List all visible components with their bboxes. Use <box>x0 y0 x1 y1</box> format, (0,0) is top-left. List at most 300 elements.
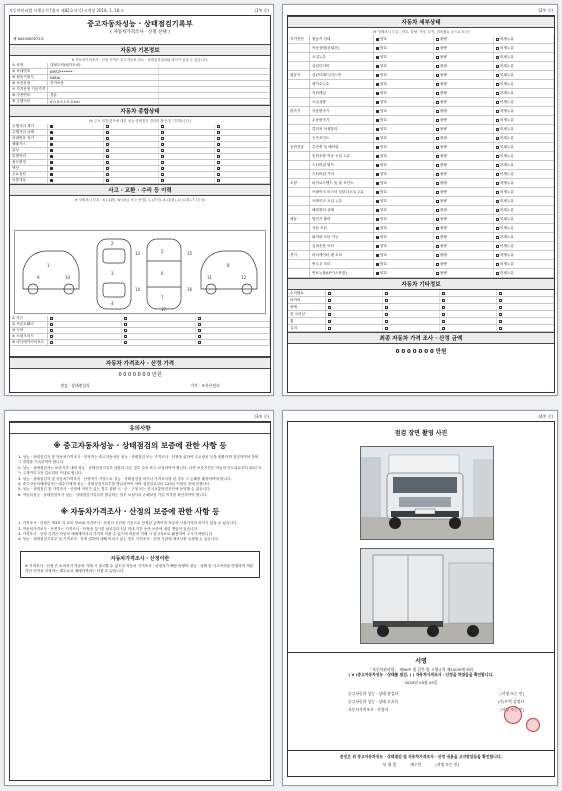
detail-result: 미세누유 <box>500 189 514 194</box>
detail-result: 불량 <box>440 117 447 122</box>
checkbox[interactable] <box>161 125 164 128</box>
detail-group <box>288 188 310 196</box>
checkbox[interactable] <box>198 329 201 332</box>
detail-check <box>374 242 434 250</box>
checkbox[interactable] <box>499 299 502 302</box>
checkbox[interactable] <box>50 161 53 164</box>
checkbox[interactable] <box>496 47 499 50</box>
checkbox[interactable] <box>436 74 439 77</box>
checkbox[interactable] <box>496 263 499 266</box>
checkbox[interactable] <box>436 182 439 185</box>
signature-date: 2020년 05월 29일 <box>404 680 438 685</box>
checkbox[interactable] <box>198 323 201 326</box>
basic-row-label: ⑦ 가격산정 기준가격 <box>10 87 48 92</box>
checkbox[interactable] <box>376 254 379 257</box>
checkbox[interactable] <box>385 299 388 302</box>
form-frame <box>287 15 555 393</box>
detail-group <box>288 206 310 214</box>
checkbox[interactable] <box>198 335 201 338</box>
checkbox[interactable] <box>442 306 445 309</box>
checkbox[interactable] <box>217 161 220 164</box>
warranty-paragraph: 3. 성능 · 상태점검자 및 자동차가격조사 · 산정자가 거짓으로 성능 · 상태점검을 하거나 가격조사를 한 경우 그 손해를 배상하여야 합니다. <box>18 476 232 481</box>
frame-row-cell <box>196 340 270 345</box>
checkbox[interactable] <box>376 65 379 68</box>
detail-result: 양호 <box>380 90 387 95</box>
frame-row-cell <box>196 328 270 333</box>
detail-item-label: 스티어링 펌프 <box>310 161 374 169</box>
general-row-cell <box>215 136 271 141</box>
detail-item-label: 윈도우 모터 <box>310 260 374 268</box>
basic-row-value <box>48 87 159 92</box>
car-outline-icon <box>15 231 267 315</box>
checkbox[interactable] <box>442 320 445 323</box>
checkbox[interactable] <box>161 143 164 146</box>
signer-role: 자동차가격조사 · 산정자 <box>348 707 389 712</box>
detail-result: 양호 <box>380 72 387 77</box>
checkbox[interactable] <box>385 320 388 323</box>
checkbox[interactable] <box>376 92 379 95</box>
checkbox[interactable] <box>50 167 53 170</box>
checkbox[interactable] <box>376 128 379 131</box>
checkbox[interactable] <box>436 47 439 50</box>
checkbox[interactable] <box>50 341 53 344</box>
checkbox[interactable] <box>198 341 201 344</box>
other-row-cell <box>497 304 554 310</box>
checkbox[interactable] <box>436 146 439 149</box>
general-row-cell <box>159 130 215 135</box>
other-row-cell <box>383 311 440 317</box>
basic-row-extra <box>159 63 270 68</box>
checkbox[interactable] <box>436 92 439 95</box>
checkbox[interactable] <box>496 236 499 239</box>
checkbox[interactable] <box>442 299 445 302</box>
checkbox[interactable] <box>385 306 388 309</box>
detail-result: 불량 <box>440 171 447 176</box>
detail-check <box>494 170 554 178</box>
checkbox[interactable] <box>436 56 439 59</box>
general-row-cell <box>159 142 215 147</box>
detail-check <box>434 170 494 178</box>
checkbox[interactable] <box>50 155 53 158</box>
detail-result: 양호 <box>380 270 387 275</box>
checkbox[interactable] <box>385 327 388 330</box>
checkbox[interactable] <box>106 143 109 146</box>
basic-row-label: ⑧ 사용연료 <box>10 93 48 98</box>
checkbox[interactable] <box>436 155 439 158</box>
general-row-cell <box>48 130 104 135</box>
page-1 <box>4 4 274 396</box>
checkbox[interactable] <box>496 272 499 275</box>
checkbox[interactable] <box>328 320 331 323</box>
checkbox[interactable] <box>198 317 201 320</box>
detail-result: 불량 <box>440 108 447 113</box>
checkbox[interactable] <box>217 149 220 152</box>
detail-check <box>434 152 494 160</box>
other-row-cell <box>383 318 440 324</box>
detail-result: 미세누유 <box>500 252 514 257</box>
general-row-cell <box>215 130 271 135</box>
detail-check <box>374 62 434 70</box>
checkbox[interactable] <box>50 137 53 140</box>
detail-row <box>288 161 554 170</box>
checkbox[interactable] <box>496 119 499 122</box>
checkbox[interactable] <box>436 236 439 239</box>
checkbox[interactable] <box>436 173 439 176</box>
general-row-cell <box>159 178 215 183</box>
checkbox[interactable] <box>376 272 379 275</box>
other-row-label: 타이어 <box>288 297 326 303</box>
checkbox[interactable] <box>106 137 109 140</box>
checkbox[interactable] <box>328 306 331 309</box>
detail-note: (※ 상태표시 부호 : 양호, 불량, 적정, 부족, 정비필요 등으로 표시) <box>372 30 470 34</box>
detail-result: 양호 <box>380 36 387 41</box>
checkbox[interactable] <box>496 101 499 104</box>
general-row-cell <box>159 136 215 141</box>
truck-front-image <box>361 447 494 540</box>
detail-check <box>374 260 434 268</box>
checkbox[interactable] <box>161 137 164 140</box>
checkbox[interactable] <box>50 149 53 152</box>
detail-result: 양호 <box>380 99 387 104</box>
checkbox[interactable] <box>376 110 379 113</box>
definition-text: ※ 가격조사 · 산정 은 소비자가 자동차 거래 시 참고할 수 있도록 자동차 가격조사 · 산정자가 해당 차량의 성능 · 상태 및 사고이력을 반영하여 객관적인 가격을 산정하는 제도로서 매매가격과는 다를 수 있습니다. <box>25 563 254 573</box>
checkbox[interactable] <box>376 245 379 248</box>
checkbox[interactable] <box>496 173 499 176</box>
detail-result: 양호 <box>380 180 387 185</box>
detail-group <box>288 134 310 142</box>
checkbox[interactable] <box>106 149 109 152</box>
checkbox[interactable] <box>124 335 127 338</box>
checkbox[interactable] <box>328 292 331 295</box>
detail-row <box>288 134 554 143</box>
detail-check <box>434 35 494 43</box>
detail-group <box>288 53 310 61</box>
checkbox[interactable] <box>217 167 220 170</box>
price-title: 자동차 가격조사 · 산정 가격 <box>10 357 270 369</box>
detail-row <box>288 251 554 260</box>
detail-group: 동력전달 <box>288 143 310 151</box>
checkbox[interactable] <box>217 173 220 176</box>
other-row-cell <box>440 318 497 324</box>
detail-check <box>374 107 434 115</box>
detail-row <box>288 170 554 179</box>
detail-check <box>494 161 554 169</box>
checkbox[interactable] <box>328 327 331 330</box>
checkbox[interactable] <box>376 74 379 77</box>
checkbox[interactable] <box>376 209 379 212</box>
detail-result: 불량 <box>440 225 447 230</box>
detail-check <box>434 251 494 259</box>
form-frame <box>9 15 271 393</box>
general-row-cell <box>104 124 160 129</box>
checkbox[interactable] <box>376 47 379 50</box>
detail-item-label: 오일누유 <box>310 53 374 61</box>
warranty-heading: ※ 중고자동차성능 · 상태점검의 보증에 관한 사항 등 <box>53 441 227 450</box>
detail-check <box>374 143 434 151</box>
basic-info-grid <box>10 63 270 105</box>
other-row-label: 광택 <box>288 304 326 310</box>
general-row-cell <box>48 166 104 171</box>
checkbox[interactable] <box>499 292 502 295</box>
checkbox[interactable] <box>106 167 109 170</box>
checkbox[interactable] <box>496 128 499 131</box>
detail-row <box>288 62 554 71</box>
other-row <box>288 325 554 332</box>
checkbox[interactable] <box>496 65 499 68</box>
checkbox[interactable] <box>499 320 502 323</box>
general-row-cell <box>104 142 160 147</box>
checkbox[interactable] <box>376 218 379 221</box>
checkbox[interactable] <box>436 38 439 41</box>
detail-check <box>434 53 494 61</box>
checkbox[interactable] <box>124 341 127 344</box>
checkbox[interactable] <box>496 164 499 167</box>
checkbox[interactable] <box>376 164 379 167</box>
checkbox[interactable] <box>124 323 127 326</box>
detail-check <box>434 206 494 214</box>
warranty-paragraph: 5. 성능 · 상태점검 및 가격조사 · 산정에 이의가 있는 경우 관할 시 · 군 · 구청 또는 한국교통안전공단에 문의할 수 있습니다. <box>18 487 211 492</box>
detail-result: 불량 <box>440 72 447 77</box>
checkbox[interactable] <box>436 110 439 113</box>
detail-result: 양호 <box>380 234 387 239</box>
checkbox[interactable] <box>496 245 499 248</box>
detail-check <box>494 134 554 142</box>
checkbox[interactable] <box>442 327 445 330</box>
frame-row-cell <box>48 334 122 339</box>
checkbox[interactable] <box>217 143 220 146</box>
checkbox[interactable] <box>436 65 439 68</box>
checkbox[interactable] <box>496 218 499 221</box>
general-row-cell <box>159 148 215 153</box>
detail-item-label: 브레이크 오일 누유 <box>310 197 374 205</box>
checkbox[interactable] <box>217 155 220 158</box>
detail-check <box>434 62 494 70</box>
section-other-info: 자동차 기타정보 <box>288 278 554 290</box>
checkbox[interactable] <box>106 155 109 158</box>
checkbox[interactable] <box>106 125 109 128</box>
checkbox[interactable] <box>436 137 439 140</box>
checkbox[interactable] <box>496 254 499 257</box>
svg-text:17: 17 <box>161 307 167 312</box>
detail-result: 미세누유 <box>500 198 514 203</box>
detail-state-grid <box>288 35 554 278</box>
basic-note: ※ 자동차가격조사 · 산정 가격은 중고자동차 성능 · 상태점검결과와 차이가 있을 수 있습니다. <box>71 58 209 62</box>
frame-row-label: ⑤ 라디에이터서포트 <box>10 340 48 345</box>
checkbox[interactable] <box>124 317 127 320</box>
detail-row <box>288 53 554 62</box>
other-row <box>288 318 554 325</box>
checkbox[interactable] <box>499 306 502 309</box>
checkbox[interactable] <box>385 292 388 295</box>
detail-check <box>374 98 434 106</box>
other-row-cell <box>497 325 554 331</box>
detail-check <box>494 197 554 205</box>
checkbox[interactable] <box>436 83 439 86</box>
checkbox[interactable] <box>376 101 379 104</box>
checkbox[interactable] <box>376 227 379 230</box>
detail-group <box>288 161 310 169</box>
detail-result: 불량 <box>440 234 447 239</box>
checkbox[interactable] <box>496 38 499 41</box>
price-paragraph: 2. 자동차가격조사 · 산정자는 가격조사 · 산정을 실시한 날로부터 1년 이내 기간 동안 보증에 대한 책임이 있습니다. <box>18 526 199 531</box>
detail-result: 미세누유 <box>500 117 514 122</box>
detail-result: 미세누유 <box>500 108 514 113</box>
checkbox[interactable] <box>161 179 164 182</box>
checkbox[interactable] <box>496 209 499 212</box>
checkbox[interactable] <box>376 155 379 158</box>
checkbox[interactable] <box>217 131 220 134</box>
checkbox[interactable] <box>496 56 499 59</box>
general-row-cell <box>48 154 104 159</box>
detail-result: 불량 <box>440 135 447 140</box>
general-row-cell <box>48 160 104 165</box>
truck-rear-image <box>361 549 494 644</box>
checkbox[interactable] <box>217 179 220 182</box>
detail-result: 양호 <box>380 261 387 266</box>
checkbox[interactable] <box>496 227 499 230</box>
detail-row <box>288 242 554 251</box>
detail-row <box>288 260 554 269</box>
detail-check <box>434 80 494 88</box>
checkbox[interactable] <box>442 313 445 316</box>
detail-row <box>288 80 554 89</box>
general-row-cell <box>104 178 160 183</box>
detail-check <box>374 188 434 196</box>
checkbox[interactable] <box>499 327 502 330</box>
checkbox[interactable] <box>50 179 53 182</box>
checkbox[interactable] <box>385 313 388 316</box>
checkbox[interactable] <box>376 146 379 149</box>
checkbox[interactable] <box>50 323 53 326</box>
checkbox[interactable] <box>376 83 379 86</box>
checkbox[interactable] <box>106 173 109 176</box>
detail-result: 양호 <box>380 162 387 167</box>
detail-row <box>288 125 554 134</box>
svg-text:12: 12 <box>241 275 247 280</box>
checkbox[interactable] <box>50 335 53 338</box>
basic-row-label: ① 차명 <box>10 63 48 68</box>
detail-result: 양호 <box>380 63 387 68</box>
checkbox[interactable] <box>436 245 439 248</box>
section-accident-history: 사고 · 교환 · 수리 등 이력 <box>10 184 270 196</box>
checkbox[interactable] <box>436 164 439 167</box>
checkbox[interactable] <box>328 299 331 302</box>
checkbox[interactable] <box>436 209 439 212</box>
checkbox[interactable] <box>50 173 53 176</box>
detail-check <box>434 71 494 79</box>
checkbox[interactable] <box>161 155 164 158</box>
checkbox[interactable] <box>106 179 109 182</box>
detail-check <box>374 35 434 43</box>
checkbox[interactable] <box>124 329 127 332</box>
checkbox[interactable] <box>161 161 164 164</box>
checkbox[interactable] <box>376 263 379 266</box>
checkbox[interactable] <box>496 110 499 113</box>
checkbox[interactable] <box>161 173 164 176</box>
checkbox[interactable] <box>376 119 379 122</box>
checkbox[interactable] <box>436 263 439 266</box>
checkbox[interactable] <box>50 317 53 320</box>
detail-row <box>288 89 554 98</box>
other-info-grid <box>288 290 554 332</box>
checkbox[interactable] <box>50 329 53 332</box>
checkbox[interactable] <box>496 137 499 140</box>
checkbox[interactable] <box>50 125 53 128</box>
svg-text:10: 10 <box>65 275 71 280</box>
checkbox[interactable] <box>106 161 109 164</box>
checkbox[interactable] <box>436 272 439 275</box>
warranty-paragraph: 6. 자동차성능 · 상태점검자가 성능 · 상태점검기록부를 발급하는 경우 보험사의 손해보험 가입 여부를 확인하여야 합니다. <box>18 492 208 497</box>
checkbox[interactable] <box>496 191 499 194</box>
checkbox[interactable] <box>50 143 53 146</box>
checkbox[interactable] <box>161 167 164 170</box>
checkbox[interactable] <box>496 182 499 185</box>
checkbox[interactable] <box>436 101 439 104</box>
detail-result: 미세누유 <box>500 261 514 266</box>
checkbox[interactable] <box>496 200 499 203</box>
detail-result: 불량 <box>440 54 447 59</box>
checkbox[interactable] <box>376 236 379 239</box>
other-row-cell <box>440 304 497 310</box>
detail-check <box>434 116 494 124</box>
checkbox[interactable] <box>106 131 109 134</box>
detail-check <box>374 134 434 142</box>
checkbox[interactable] <box>328 313 331 316</box>
checkbox[interactable] <box>376 56 379 59</box>
checkbox[interactable] <box>376 182 379 185</box>
general-row-cell <box>104 166 160 171</box>
checkbox[interactable] <box>217 125 220 128</box>
detail-check <box>374 215 434 223</box>
checkbox[interactable] <box>376 173 379 176</box>
detail-check <box>374 206 434 214</box>
checkbox[interactable] <box>436 218 439 221</box>
other-row <box>288 311 554 318</box>
detail-check <box>494 251 554 259</box>
checkbox[interactable] <box>442 292 445 295</box>
checkbox[interactable] <box>161 149 164 152</box>
signer-name: (주)트럭 감정사 <box>497 699 524 704</box>
general-row-cell <box>215 160 271 165</box>
checkbox[interactable] <box>496 74 499 77</box>
checkbox[interactable] <box>496 83 499 86</box>
checkbox[interactable] <box>436 227 439 230</box>
checkbox[interactable] <box>376 38 379 41</box>
seal-stamp-icon <box>526 718 540 732</box>
detail-group: 자기진단 <box>288 35 310 43</box>
checkbox[interactable] <box>436 119 439 122</box>
checkbox[interactable] <box>376 191 379 194</box>
basic-row-extra <box>159 93 270 98</box>
checkbox[interactable] <box>376 137 379 140</box>
detail-group <box>288 269 310 277</box>
frame-row-cell <box>122 334 196 339</box>
checkbox[interactable] <box>436 128 439 131</box>
checkbox[interactable] <box>436 254 439 257</box>
buyer-sign-mark: (서명 또는 인) <box>435 762 460 767</box>
signature-title: 서명 <box>415 658 427 665</box>
checkbox[interactable] <box>376 200 379 203</box>
checkbox[interactable] <box>496 146 499 149</box>
checkbox[interactable] <box>436 200 439 203</box>
checkbox[interactable] <box>499 313 502 316</box>
checkbox[interactable] <box>436 191 439 194</box>
checkbox[interactable] <box>496 92 499 95</box>
checkbox[interactable] <box>217 137 220 140</box>
checkbox[interactable] <box>496 155 499 158</box>
checkbox[interactable] <box>161 131 164 134</box>
checkbox[interactable] <box>50 131 53 134</box>
